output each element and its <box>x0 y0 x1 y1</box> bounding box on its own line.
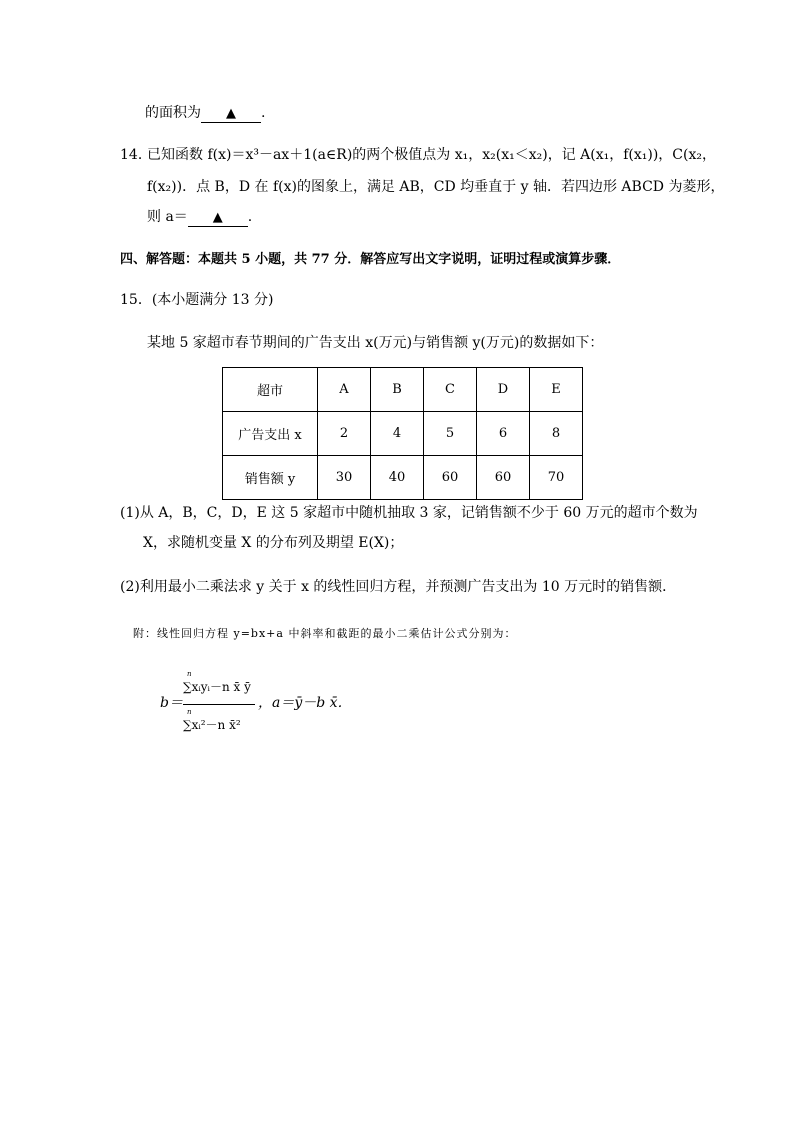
table-row <box>223 412 583 456</box>
table-cell: 广告支出 x <box>223 412 318 456</box>
table-cell: 60 <box>477 456 530 500</box>
table-cell: 30 <box>318 456 371 500</box>
table-cell: 6 <box>477 412 530 456</box>
formula-fraction <box>183 670 255 730</box>
sum-upper: n <box>187 670 192 678</box>
table-row <box>223 456 583 500</box>
fraction-denominator: ∑xᵢ²－n x̄² <box>183 718 241 732</box>
table-row <box>223 368 583 412</box>
q15-header: 15．(本小题满分 13 分) <box>120 292 274 308</box>
top-fragment-text: 的面积为 <box>145 105 201 121</box>
q15-part2: (2)利用最小二乘法求 y 关于 x 的线性回归方程，并预测广告支出为 10 万元时的销售额． <box>120 579 677 595</box>
table-cell: A <box>318 368 371 412</box>
q15-part1-line1: (1)从 A，B，C，D，E 这 5 家超市中随机抽取 3 家，记销售额不少于 60 万元的超市个数为 <box>120 505 698 521</box>
data-table <box>222 367 583 500</box>
answer-blank: ▲ <box>201 106 261 123</box>
fraction-bar <box>183 704 255 705</box>
formula-b-lhs: b＝ <box>160 695 183 711</box>
table-cell: 40 <box>371 456 424 500</box>
top-fragment-end: . <box>261 105 266 121</box>
table-cell: 销售额 y <box>223 456 318 500</box>
table-cell: B <box>371 368 424 412</box>
q14-number: 14． <box>120 147 152 163</box>
table-cell: 2 <box>318 412 371 456</box>
q14-line1: 已知函数 f(x)＝x³－ax＋1(a∈R)的两个极值点为 x₁，x₂(x₁＜x₂)，记 A(x₁，f(x₁))，C(x₂， <box>147 147 716 163</box>
table-cell: 4 <box>371 412 424 456</box>
table-cell: C <box>424 368 477 412</box>
table-cell: D <box>477 368 530 412</box>
q14-line3 <box>147 207 252 227</box>
q14-line2: f(x₂))．点 B，D 在 f(x)的图象上，满足 AB，CD 均垂直于 y 轴．若四边形 ABCD 为菱形， <box>147 179 725 195</box>
table-cell: 70 <box>530 456 583 500</box>
answer-blank: ▲ <box>188 210 248 227</box>
top-fragment <box>145 103 265 123</box>
table-cell: 5 <box>424 412 477 456</box>
q15-intro: 某地 5 家超市春节期间的广告支出 x(万元)与销售额 y(万元)的数据如下： <box>147 335 604 351</box>
sum-upper: n <box>187 708 192 716</box>
q14-line3-prefix: 则 a＝ <box>147 209 188 225</box>
section-heading: 四、解答题：本题共 5 小题，共 77 分．解答应写出文字说明，证明过程或演算步骤． <box>120 252 621 267</box>
formula-a-part: ，a＝ȳ－b x̄． <box>258 695 352 711</box>
table-cell: 8 <box>530 412 583 456</box>
q14-line3-end: . <box>247 209 253 225</box>
q15-part1-line2: X，求随机变量 X 的分布列及期望 E(X)； <box>143 535 404 551</box>
table-cell: 超市 <box>223 368 318 412</box>
table-cell: E <box>530 368 583 412</box>
fraction-numerator: ∑xᵢyᵢ－n x̄ ȳ <box>183 680 251 694</box>
formula-note: 附：线性回归方程 y=bx+a 中斜率和截距的最小二乘估计公式分别为： <box>133 627 517 640</box>
table-cell: 60 <box>424 456 477 500</box>
